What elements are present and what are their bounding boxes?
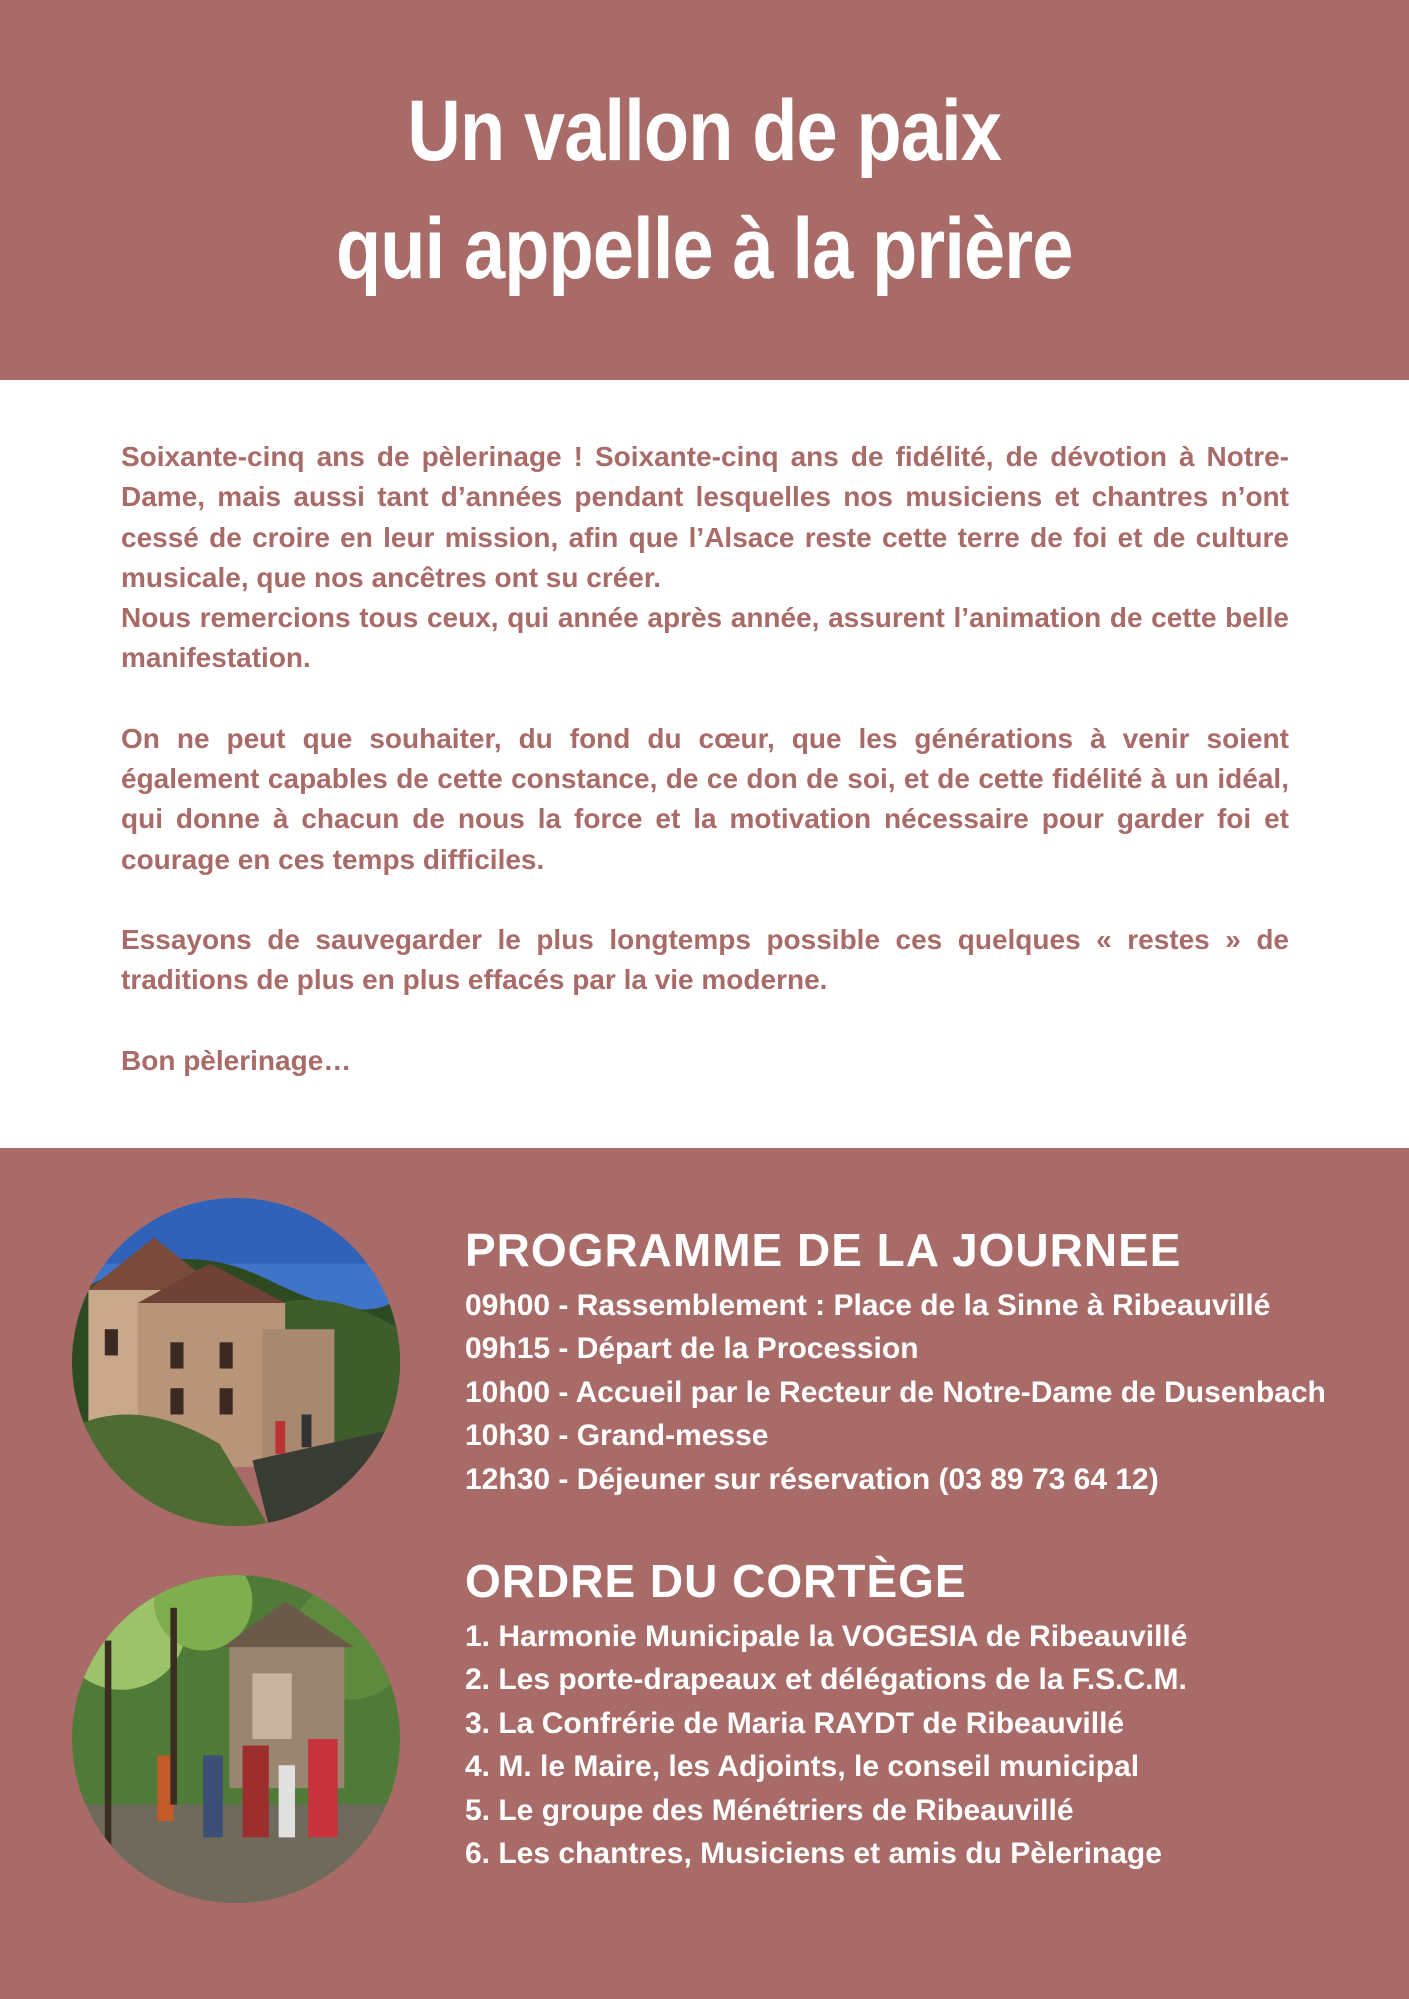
list-item: 2. Les porte-drapeaux et délégations de la F.S.C.M. xyxy=(465,1663,1187,1697)
intro-paragraph: On ne peut que souhaiter, du fond du cœur, que les générations à venir soient également capables de cette constance, de ce don de soi, et de cette fidélité à un idéal, qui donne à chacun de nous la force et la motivation nécessaire pour garder foi et courage en ces temps difficiles. xyxy=(121,722,1289,875)
title-line-2: qui appelle à la prière xyxy=(336,201,1073,297)
list-item: 10h00 - Accueil par le Recteur de Notre-Dame de Dusenbach xyxy=(465,1375,1326,1409)
list-item: 6. Les chantres, Musiciens et amis du Pèlerinage xyxy=(465,1837,1162,1871)
list-item: 3. La Confrérie de Maria RAYDT de Ribeauvillé xyxy=(465,1706,1125,1740)
cortege-heading: ORDRE DU CORTÈGE xyxy=(465,1555,967,1607)
programme-list xyxy=(465,1284,1365,1501)
programme-section xyxy=(465,1222,1365,1501)
page-title xyxy=(336,72,1073,308)
intro-text xyxy=(121,437,1289,1121)
header-banner xyxy=(0,0,1409,380)
list-item: 1. Harmonie Municipale la VOGESIA de Ribeauvillé xyxy=(465,1620,1188,1653)
programme-heading: PROGRAMME DE LA JOURNEE xyxy=(465,1224,1182,1276)
list-item: 09h15 - Départ de la Procession xyxy=(465,1332,919,1366)
list-item: 4. M. le Maire, les Adjoints, le conseil municipal xyxy=(465,1750,1140,1784)
cortege-section xyxy=(465,1553,1365,1875)
procession-photo xyxy=(72,1575,400,1903)
intro-paragraph: Soixante-cinq ans de pèlerinage ! Soixante-cinq ans de fidélité, de dévotion à Notre-Dame, mais aussi tant d’années pendant lesquelles nos musiciens et chantres n’ont cessé de croire en leur mission, afin que l’Alsace reste cette terre de foi et de culture musicale, que nos ancêtres ont su créer. xyxy=(121,441,1289,593)
intro-paragraph: Nous remercions tous ceux, qui année après année, assurent l’animation de cette belle manifestation. xyxy=(121,602,1289,674)
intro-paragraph: Essayons de sauvegarder le plus longtemps possible ces quelques « restes » de traditions de plus en plus effacés par la vie moderne. xyxy=(121,923,1289,996)
intro-paragraph: Bon pèlerinage… xyxy=(121,1044,352,1076)
cortege-list xyxy=(465,1615,1365,1875)
list-item: 09h00 - Rassemblement : Place de la Sinne à Ribeauvillé xyxy=(465,1289,1271,1322)
list-item: 12h30 - Déjeuner sur réservation (03 89 73 64 12) xyxy=(465,1462,1159,1496)
list-item: 10h30 - Grand-messe xyxy=(465,1419,769,1453)
title-line-1: Un vallon de paix xyxy=(407,83,1002,179)
chapel-photo xyxy=(72,1198,400,1526)
list-item: 5. Le groupe des Ménétriers de Ribeauvillé xyxy=(465,1793,1074,1827)
